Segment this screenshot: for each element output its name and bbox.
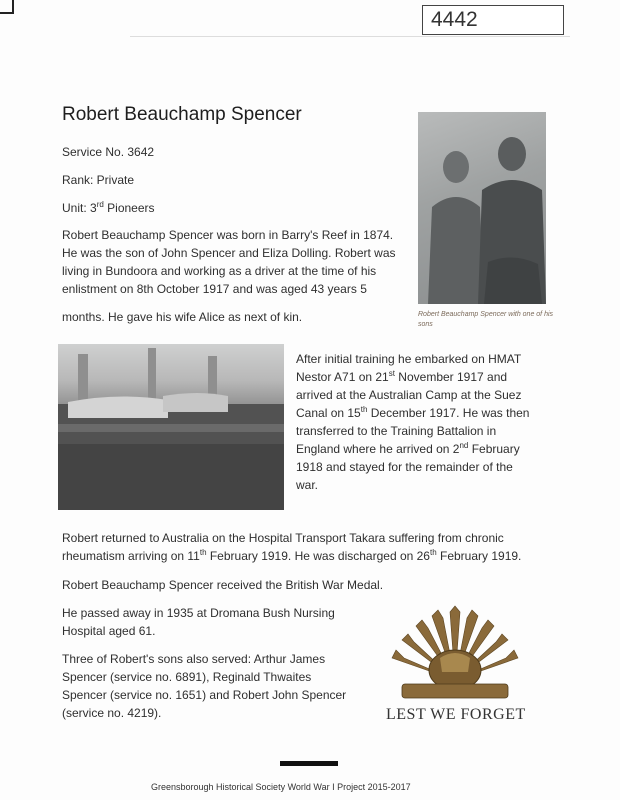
sons-line: Spencer (service no. 1651) and Robert John Spencer xyxy=(62,688,347,702)
page-separator xyxy=(280,761,338,766)
training-line: England where he arrived on 2nd February xyxy=(296,441,520,456)
death-line: He passed away in 1935 at Dromana Bush Nursing xyxy=(62,606,335,620)
portrait-photo-figures xyxy=(418,112,546,304)
return-line: rheumatism arriving on 11th February 1919. He was discharged on 26th February 1919. xyxy=(62,548,522,563)
bio-line: Robert Beauchamp Spencer was born in Barry's Reef in 1874. xyxy=(62,228,394,242)
sons-line: Spencer (service no. 6891), Reginald Thwaites xyxy=(62,670,312,684)
page-title: Robert Beauchamp Spencer xyxy=(62,104,302,125)
return-line: Robert returned to Australia on the Hospital Transport Takara suffering from chronic xyxy=(62,531,504,545)
rank: Rank: Private xyxy=(62,173,135,187)
sons-line: (service no. 4219). xyxy=(62,706,162,720)
divider xyxy=(130,36,570,37)
lest-we-forget: LEST WE FORGET xyxy=(386,706,526,723)
bio-line: living in Bundoora and working as a driver at the time of his xyxy=(62,264,377,278)
service-number: Service No. 3642 xyxy=(62,145,155,159)
death-line: Hospital aged 61. xyxy=(62,624,156,638)
footer: Greensborough Historical Society World War I Project 2015-2017 xyxy=(151,782,411,792)
bio-line: He was the son of John Spencer and Eliza Dolling. Robert was xyxy=(62,246,396,260)
bio-line: enlistment on 8th October 1917 and was aged 43 years 5 xyxy=(62,282,367,296)
record-number: 4442 xyxy=(431,8,478,31)
bio-line: months. He gave his wife Alice as next of kin. xyxy=(62,310,303,324)
training-line: 1918 and stayed for the remainder of the xyxy=(296,460,513,474)
portrait-photo xyxy=(418,112,546,304)
sons-line: Three of Robert's sons also served: Arthur James xyxy=(62,652,326,666)
training-line: arrived at the Australian Camp at the Suez xyxy=(296,388,522,402)
training-line: war. xyxy=(296,478,319,492)
training-line: transferred to the Training Battalion in xyxy=(296,424,497,438)
record-number-box xyxy=(422,5,564,35)
training-line: Nestor A71 on 21st November 1917 and xyxy=(296,369,508,384)
training-line: Canal on 15th December 1917. He was then xyxy=(296,405,530,420)
troopship-photo-scene xyxy=(58,344,284,510)
photo-caption: Robert Beauchamp Spencer with one of his sons xyxy=(418,311,554,328)
rising-sun-badge-icon xyxy=(380,600,530,710)
troopship-photo xyxy=(58,344,284,510)
unit: Unit: 3rd Pioneers xyxy=(62,200,155,215)
corner-mark xyxy=(0,0,14,14)
training-line: After initial training he embarked on HMAT xyxy=(296,352,522,366)
medal-text: Robert Beauchamp Spencer received the British War Medal. xyxy=(62,578,384,592)
